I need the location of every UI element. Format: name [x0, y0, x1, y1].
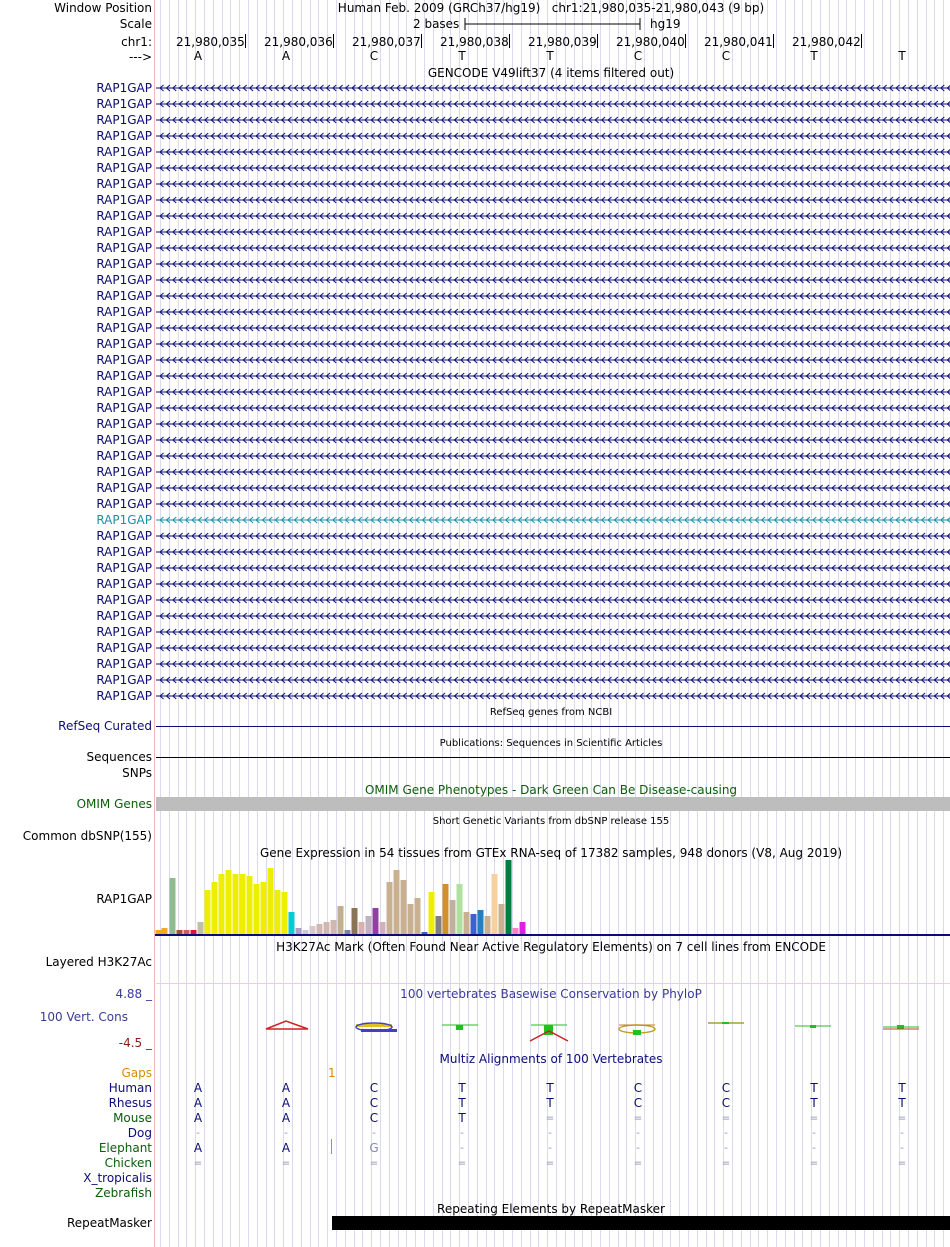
gencode-gene-label[interactable]: RAP1GAP: [96, 609, 152, 623]
gencode-gene-label[interactable]: RAP1GAP: [96, 305, 152, 319]
gencode-gene-label[interactable]: RAP1GAP: [96, 513, 152, 527]
reference-base: A: [281, 49, 291, 63]
position-text: chr1:21,980,035-21,980,043 (9 bp): [551, 1, 765, 15]
aligned-base: =: [545, 1158, 555, 1169]
aligned-base: =: [897, 1113, 907, 1124]
aligned-base: -: [724, 1143, 728, 1154]
gencode-gene-label[interactable]: RAP1GAP: [96, 625, 152, 639]
reference-base: T: [546, 49, 554, 63]
h3k27ac-track-title: H3K27Ac Mark (Often Found Near Active Regulatory Elements) on 7 cell lines from ENCODE: [276, 940, 826, 954]
aligned-base: -: [460, 1143, 464, 1154]
reference-base: T: [810, 49, 818, 63]
phylop-max-label: 4.88 _: [115, 987, 152, 1001]
aligned-base: A: [193, 1141, 203, 1155]
coordinate-tick-label: 21,980,037: [352, 35, 421, 49]
gencode-transcript[interactable]: [156, 448, 950, 464]
phylop-score-glyph[interactable]: [795, 1025, 831, 1028]
aligned-base: C: [633, 1096, 643, 1110]
coordinate-tick: [597, 34, 598, 48]
repeatmasker-track-label[interactable]: RepeatMasker: [66, 1216, 152, 1230]
reference-base: C: [369, 49, 379, 63]
gencode-gene-label[interactable]: RAP1GAP: [96, 449, 152, 463]
gtex-tissue-bar[interactable]: [401, 880, 407, 934]
gtex-tissue-bar[interactable]: [492, 874, 498, 934]
phylop-score-glyph[interactable]: [530, 1025, 568, 1041]
phylop-track-title: 100 vertebrates Basewise Conservation by PhyloP: [400, 987, 702, 1001]
repeat-element-bar[interactable]: [332, 1216, 950, 1230]
aligned-base: T: [898, 1081, 906, 1095]
aligned-base: A: [193, 1111, 203, 1125]
coordinate-tick-label: 21,980,041: [704, 35, 773, 49]
gencode-gene-label[interactable]: RAP1GAP: [96, 529, 152, 543]
coordinate-tick: [773, 34, 774, 48]
coordinate-tick-label: 21,980,039: [528, 35, 597, 49]
gencode-transcript[interactable]: [156, 128, 950, 144]
aligned-base: G: [369, 1141, 379, 1155]
gencode-gene-label[interactable]: RAP1GAP: [96, 321, 152, 335]
aligned-base: A: [281, 1111, 291, 1125]
gencode-gene-label[interactable]: RAP1GAP: [96, 433, 152, 447]
gtex-tissue-bar[interactable]: [471, 914, 477, 934]
gencode-transcript[interactable]: [156, 144, 950, 160]
coordinate-tick: [509, 34, 510, 48]
gtex-tissue-bar[interactable]: [275, 890, 281, 934]
gencode-gene-label[interactable]: RAP1GAP: [96, 369, 152, 383]
gencode-transcript[interactable]: [156, 288, 950, 304]
gencode-transcript[interactable]: [156, 400, 950, 416]
gtex-tissue-bar[interactable]: [422, 932, 428, 934]
gtex-tissue-bar[interactable]: [317, 924, 323, 934]
gtex-tissue-bar[interactable]: [156, 930, 162, 934]
label-divider: [154, 0, 155, 1247]
aligned-base: T: [458, 1096, 466, 1110]
gencode-transcript[interactable]: [156, 640, 950, 656]
aligned-base: =: [721, 1158, 731, 1169]
gencode-transcript[interactable]: [156, 656, 950, 672]
gencode-transcript[interactable]: [156, 160, 950, 176]
gtex-tissue-bar[interactable]: [212, 882, 218, 934]
aligned-base: -: [460, 1128, 464, 1139]
gtex-tissue-bar[interactable]: [443, 884, 449, 934]
aligned-base: -: [548, 1128, 552, 1139]
coordinate-tick-label: 21,980,035: [176, 35, 245, 49]
coordinate-tick-label: 21,980,038: [440, 35, 509, 49]
phylop-score-glyph[interactable]: [619, 1025, 655, 1035]
aligned-base: -: [372, 1128, 376, 1139]
gencode-gene-label[interactable]: RAP1GAP: [96, 225, 152, 239]
gtex-tissue-bar[interactable]: [268, 868, 274, 934]
phylop-track-label[interactable]: 100 Vert. Cons: [39, 1010, 128, 1024]
gtex-tissue-bar[interactable]: [506, 860, 512, 934]
reference-base: T: [458, 49, 466, 63]
gencode-gene-label[interactable]: RAP1GAP: [96, 481, 152, 495]
reference-base: A: [193, 49, 203, 63]
reference-base: C: [721, 49, 731, 63]
gencode-gene-label[interactable]: RAP1GAP: [96, 497, 152, 511]
gencode-transcript[interactable]: [156, 336, 950, 352]
gencode-gene-label[interactable]: RAP1GAP: [96, 81, 152, 95]
gtex-tissue-bar[interactable]: [170, 878, 176, 934]
aligned-base: T: [546, 1081, 554, 1095]
gtex-tissue-bar[interactable]: [366, 916, 372, 934]
aligned-base: -: [900, 1128, 904, 1139]
gencode-transcript[interactable]: [156, 688, 950, 704]
aligned-base: C: [633, 1081, 643, 1095]
gencode-transcript[interactable]: [156, 624, 950, 640]
gtex-tissue-bar[interactable]: [345, 930, 351, 934]
h3k27ac-track-label[interactable]: Layered H3K27Ac: [45, 955, 152, 969]
refseq-gene-line[interactable]: [156, 726, 950, 727]
aligned-base: -: [812, 1128, 816, 1139]
gtex-tissue-bar[interactable]: [233, 874, 239, 934]
gencode-gene-label[interactable]: RAP1GAP: [96, 689, 152, 703]
species-label[interactable]: Human: [108, 1081, 152, 1095]
gencode-gene-label[interactable]: RAP1GAP: [96, 209, 152, 223]
gtex-tissue-bar[interactable]: [331, 920, 337, 934]
scale-text: 2 bases: [413, 17, 460, 31]
gaps-label: Gaps: [121, 1066, 152, 1080]
scale-db: hg19: [650, 17, 681, 31]
gtex-tissue-bar[interactable]: [254, 884, 260, 934]
gencode-transcript[interactable]: [156, 384, 950, 400]
gencode-gene-label[interactable]: RAP1GAP: [96, 113, 152, 127]
aligned-base: T: [810, 1096, 818, 1110]
gtex-tissue-bar[interactable]: [191, 930, 197, 934]
gencode-gene-label[interactable]: RAP1GAP: [96, 353, 152, 367]
publications-line[interactable]: [156, 757, 950, 758]
gtex-tissue-bar[interactable]: [338, 906, 344, 934]
gencode-gene-label[interactable]: RAP1GAP: [96, 641, 152, 655]
gencode-gene-label[interactable]: RAP1GAP: [96, 561, 152, 575]
gencode-transcript[interactable]: [156, 224, 950, 240]
aligned-base: =: [369, 1158, 379, 1169]
coordinate-tick: [685, 34, 686, 48]
gtex-tissue-bar[interactable]: [415, 898, 421, 934]
gencode-transcript[interactable]: [156, 608, 950, 624]
aligned-base: =: [633, 1113, 643, 1124]
coordinate-tick: [245, 34, 246, 48]
aligned-base: C: [721, 1081, 731, 1095]
gtex-tissue-bar[interactable]: [499, 904, 505, 934]
gencode-gene-label[interactable]: RAP1GAP: [96, 337, 152, 351]
gencode-transcript[interactable]: [156, 416, 950, 432]
gtex-tissue-bar[interactable]: [450, 900, 456, 934]
aligned-base: A: [281, 1096, 291, 1110]
gtex-tissue-bar[interactable]: [408, 904, 414, 934]
gtex-track-label[interactable]: RAP1GAP: [96, 892, 152, 906]
gencode-transcript[interactable]: [156, 432, 950, 448]
phylop-score-glyph[interactable]: [708, 1022, 744, 1024]
gencode-gene-label[interactable]: RAP1GAP: [96, 465, 152, 479]
species-label[interactable]: Dog: [127, 1126, 152, 1140]
gencode-transcript[interactable]: [156, 176, 950, 192]
gencode-gene-label[interactable]: RAP1GAP: [96, 97, 152, 111]
species-label[interactable]: X_tropicalis: [83, 1171, 152, 1185]
chrom-label: chr1:: [121, 35, 152, 49]
assembly-title: Human Feb. 2009 (GRCh37/hg19): [337, 1, 541, 15]
scale-label: Scale: [119, 17, 152, 31]
gencode-transcript[interactable]: [156, 256, 950, 272]
aligned-base: -: [284, 1128, 288, 1139]
aligned-base: =: [897, 1158, 907, 1169]
gtex-tissue-bar[interactable]: [198, 922, 204, 934]
aligned-base: =: [633, 1158, 643, 1169]
reference-base: T: [898, 49, 906, 63]
gencode-transcript[interactable]: [156, 96, 950, 112]
gtex-tissue-bar[interactable]: [373, 908, 379, 934]
aligned-base: T: [898, 1096, 906, 1110]
phylop-glyphs[interactable]: [156, 1015, 950, 1049]
gencode-transcript[interactable]: [156, 480, 950, 496]
aligned-base: T: [458, 1111, 466, 1125]
gencode-transcript[interactable]: [156, 320, 950, 336]
gencode-gene-label[interactable]: RAP1GAP: [96, 417, 152, 431]
coordinate-tick-label: 21,980,040: [616, 35, 685, 49]
gtex-tissue-bar[interactable]: [520, 922, 526, 934]
aligned-base: T: [810, 1081, 818, 1095]
gtex-tissue-bar[interactable]: [457, 884, 463, 934]
multiz-track-title: Multiz Alignments of 100 Vertebrates: [439, 1052, 663, 1066]
h3k27ac-baseline: [156, 983, 950, 984]
gencode-gene-label[interactable]: RAP1GAP: [96, 289, 152, 303]
species-label[interactable]: Mouse: [113, 1111, 152, 1125]
gencode-transcript[interactable]: [156, 528, 950, 544]
gencode-transcript[interactable]: [156, 112, 950, 128]
gencode-gene-label[interactable]: RAP1GAP: [96, 385, 152, 399]
gtex-tissue-bar[interactable]: [247, 876, 253, 934]
aligned-base: -: [196, 1128, 200, 1139]
aligned-base: =: [809, 1113, 819, 1124]
species-label[interactable]: Elephant: [98, 1141, 152, 1155]
gtex-tissue-bar[interactable]: [387, 882, 393, 934]
publications-track-label[interactable]: Sequences: [86, 750, 152, 764]
gtex-tissue-bar[interactable]: [429, 892, 435, 934]
gencode-gene-label[interactable]: RAP1GAP: [96, 241, 152, 255]
aligned-base: A: [281, 1141, 291, 1155]
aligned-base: -: [900, 1143, 904, 1154]
gencode-transcript[interactable]: [156, 208, 950, 224]
gencode-gene-label[interactable]: RAP1GAP: [96, 273, 152, 287]
gtex-tissue-bar[interactable]: [205, 890, 211, 934]
aligned-base: A: [281, 1081, 291, 1095]
aligned-base: =: [721, 1113, 731, 1124]
omim-gene-bar[interactable]: [156, 797, 950, 811]
coordinate-tick: [421, 34, 422, 48]
aligned-base: A: [193, 1081, 203, 1095]
strand-label: --->: [128, 50, 152, 64]
aligned-base: -: [636, 1143, 640, 1154]
gtex-tissue-bar[interactable]: [261, 882, 267, 934]
gencode-transcript[interactable]: [156, 560, 950, 576]
gtex-tissue-bar[interactable]: [464, 912, 470, 934]
aligned-base: C: [369, 1081, 379, 1095]
gencode-gene-label[interactable]: RAP1GAP: [96, 401, 152, 415]
gencode-transcript[interactable]: [156, 592, 950, 608]
species-label[interactable]: Zebrafish: [95, 1186, 152, 1200]
gencode-transcript[interactable]: [156, 496, 950, 512]
phylop-score-glyph[interactable]: [883, 1025, 919, 1029]
gencode-transcript[interactable]: [156, 544, 950, 560]
assembly-position-title: [338, 1, 764, 15]
gencode-transcript[interactable]: [156, 368, 950, 384]
phylop-score-glyph[interactable]: [356, 1023, 397, 1032]
refseq-track-title: RefSeq genes from NCBI: [489, 707, 613, 718]
gtex-tissue-bar[interactable]: [296, 928, 302, 934]
dbsnp-track-label[interactable]: Common dbSNP(155): [22, 829, 152, 843]
gencode-gene-label[interactable]: RAP1GAP: [96, 161, 152, 175]
gtex-expression-bars[interactable]: [155, 858, 950, 938]
gtex-tissue-bar[interactable]: [184, 930, 190, 934]
gtex-tissue-bar[interactable]: [436, 916, 442, 934]
gencode-gene-label[interactable]: RAP1GAP: [96, 257, 152, 271]
gtex-tissue-bar[interactable]: [240, 874, 246, 934]
aligned-base: =: [281, 1158, 291, 1169]
gencode-transcript[interactable]: [156, 464, 950, 480]
aligned-base: C: [369, 1096, 379, 1110]
gtex-tissue-bar[interactable]: [162, 928, 168, 934]
aligned-base: =: [809, 1158, 819, 1169]
refseq-track-label[interactable]: RefSeq Curated: [58, 719, 152, 733]
gencode-gene-label[interactable]: RAP1GAP: [96, 193, 152, 207]
reference-base: C: [633, 49, 643, 63]
gtex-tissue-bar[interactable]: [282, 892, 288, 934]
gtex-tissue-bar[interactable]: [226, 870, 232, 934]
aligned-base: -: [724, 1128, 728, 1139]
gencode-gene-label[interactable]: RAP1GAP: [96, 593, 152, 607]
gencode-track-title: GENCODE V49lift37 (4 items filtered out): [427, 66, 675, 80]
aligned-base: T: [546, 1096, 554, 1110]
gencode-gene-label[interactable]: RAP1GAP: [96, 177, 152, 191]
gtex-tissue-bar[interactable]: [177, 930, 183, 934]
gencode-transcript[interactable]: [156, 304, 950, 320]
species-label[interactable]: Chicken: [104, 1156, 152, 1170]
gtex-tissue-bar[interactable]: [324, 922, 330, 934]
gtex-tissue-bar[interactable]: [513, 928, 519, 934]
gtex-tissue-bar[interactable]: [289, 912, 295, 934]
gtex-tissue-bar[interactable]: [394, 870, 400, 934]
gap-marker: [331, 1139, 332, 1154]
snps-label[interactable]: SNPs: [122, 766, 152, 780]
gencode-transcript[interactable]: [156, 352, 950, 368]
scale-bar: [463, 16, 643, 32]
gap-count: 1: [328, 1066, 336, 1080]
gencode-transcript[interactable]: [156, 672, 950, 688]
phylop-score-glyph[interactable]: [442, 1025, 478, 1030]
gtex-tissue-bar[interactable]: [485, 916, 491, 934]
gencode-gene-label[interactable]: RAP1GAP: [96, 545, 152, 559]
aligned-base: -: [636, 1128, 640, 1139]
aligned-base: =: [545, 1113, 555, 1124]
aligned-base: A: [193, 1096, 203, 1110]
aligned-base: =: [457, 1158, 467, 1169]
phylop-min-label: -4.5 _: [118, 1036, 152, 1050]
aligned-base: T: [458, 1081, 466, 1095]
gencode-transcript[interactable]: [156, 512, 950, 528]
gencode-transcript[interactable]: [156, 272, 950, 288]
gencode-gene-label[interactable]: RAP1GAP: [96, 577, 152, 591]
aligned-base: C: [721, 1096, 731, 1110]
gtex-track-title: Gene Expression in 54 tissues from GTEx RNA-seq of 17382 samples, 948 donors (V8, Aug 2019): [259, 846, 843, 860]
gencode-gene-label[interactable]: RAP1GAP: [96, 145, 152, 159]
gtex-tissue-bar[interactable]: [478, 910, 484, 934]
gtex-tissue-bar[interactable]: [219, 874, 225, 934]
phylop-score-glyph[interactable]: [266, 1021, 308, 1029]
coordinate-tick: [861, 34, 862, 48]
gtex-tissue-bar[interactable]: [359, 922, 365, 934]
gencode-transcript[interactable]: [156, 80, 950, 96]
omim-track-label[interactable]: OMIM Genes: [76, 797, 152, 811]
gencode-transcript[interactable]: [156, 192, 950, 208]
gencode-gene-label[interactable]: RAP1GAP: [96, 673, 152, 687]
coordinate-tick-label: 21,980,036: [264, 35, 333, 49]
aligned-base: =: [193, 1158, 203, 1169]
publications-track-title: Publications: Sequences in Scientific Articles: [439, 738, 663, 749]
gtex-tissue-bar[interactable]: [310, 926, 316, 934]
coordinate-tick-label: 21,980,042: [792, 35, 861, 49]
dbsnp-track-title: Short Genetic Variants from dbSNP release 155: [432, 816, 670, 827]
gtex-tissue-bar[interactable]: [380, 922, 386, 934]
gtex-tissue-bar[interactable]: [352, 908, 358, 934]
coordinate-tick: [333, 34, 334, 48]
aligned-base: -: [812, 1143, 816, 1154]
gtex-tissue-bar[interactable]: [303, 930, 309, 934]
omim-track-title: OMIM Gene Phenotypes - Dark Green Can Be Disease-causing: [364, 783, 738, 797]
repeatmasker-track-title: Repeating Elements by RepeatMasker: [437, 1202, 665, 1216]
gencode-gene-label[interactable]: RAP1GAP: [96, 657, 152, 671]
gencode-transcript[interactable]: [156, 576, 950, 592]
aligned-base: -: [548, 1143, 552, 1154]
species-label[interactable]: Rhesus: [108, 1096, 152, 1110]
aligned-base: C: [369, 1111, 379, 1125]
gencode-gene-label[interactable]: RAP1GAP: [96, 129, 152, 143]
gencode-transcript[interactable]: [156, 240, 950, 256]
window-position-label: Window Position: [54, 1, 152, 15]
